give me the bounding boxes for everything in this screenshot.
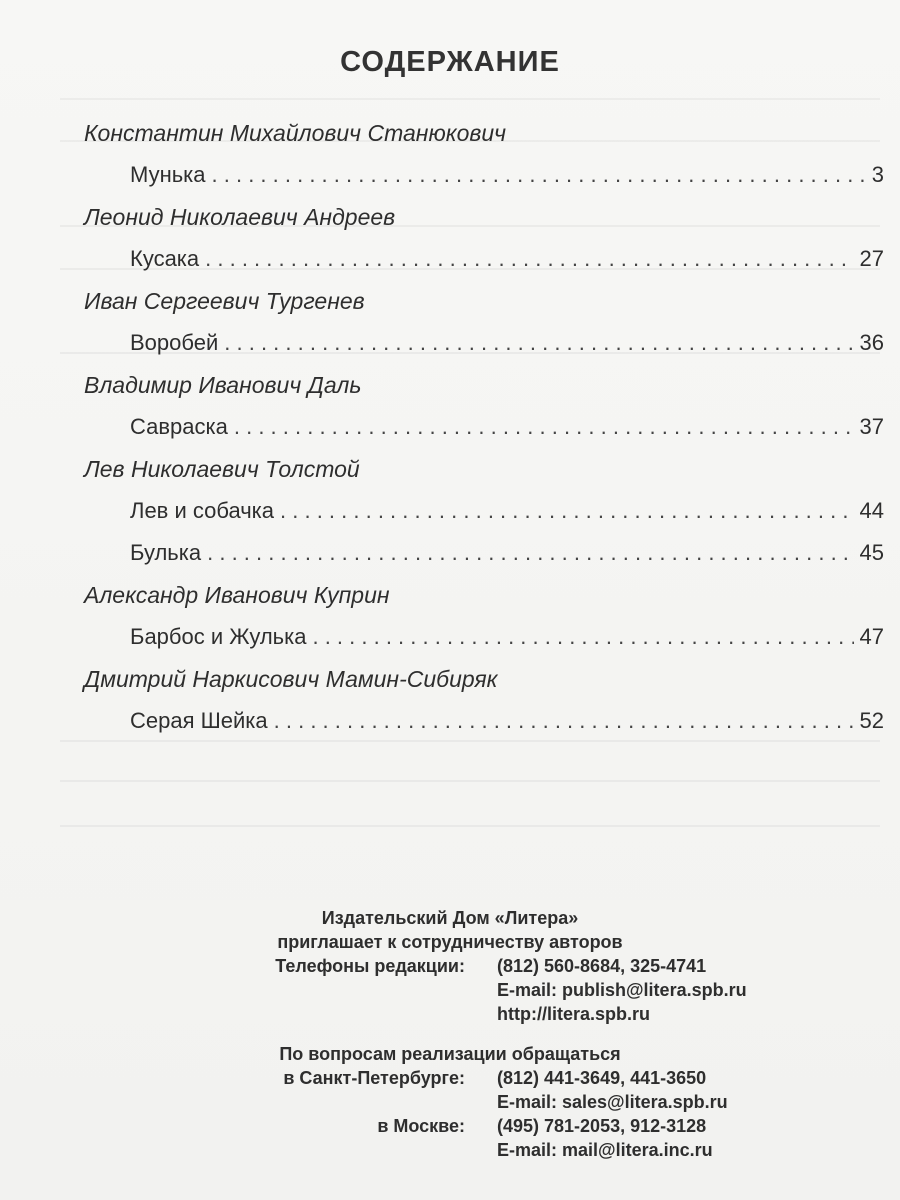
toc-author: Владимир Иванович Даль <box>84 372 362 398</box>
toc-author: Александр Иванович Куприн <box>84 582 390 608</box>
dot-leader <box>212 160 866 190</box>
toc-entry-page: 3 <box>871 162 884 187</box>
toc-entry-title: Кусака <box>130 246 200 271</box>
spb-phones: (812) 441-3649, 441-3650 <box>497 1068 707 1088</box>
website-row <box>0 1002 900 1026</box>
spb-email-row <box>0 1090 900 1114</box>
toc-entry-page: 36 <box>859 330 884 355</box>
show-through-line <box>60 825 880 827</box>
page-title: СОДЕРЖАНИЕ <box>340 46 560 78</box>
dot-leader <box>274 706 854 736</box>
toc-author: Иван Сергеевич Тургенев <box>84 288 365 314</box>
editorial-email-row <box>0 978 900 1002</box>
toc-entry <box>130 496 884 526</box>
toc-entry-page: 47 <box>859 624 884 649</box>
msk-email-row <box>0 1138 900 1162</box>
toc-entry <box>130 622 884 652</box>
toc-entry <box>130 538 884 568</box>
editorial-phones: (812) 560-8684, 325-4741 <box>497 956 707 976</box>
msk-email: E-mail: mail@litera.inc.ru <box>497 1140 713 1160</box>
toc-entry <box>130 328 884 358</box>
spb-phones-row <box>0 1066 900 1090</box>
toc-entry-page: 45 <box>859 540 884 565</box>
dot-leader <box>312 622 853 652</box>
msk-phones: (495) 781-2053, 912-3128 <box>497 1116 707 1136</box>
toc-entry-title: Савраска <box>130 414 228 439</box>
toc-entry-title: Булька <box>130 540 202 565</box>
dot-leader <box>205 244 853 274</box>
toc-entry-title: Лев и собачка <box>130 498 275 523</box>
toc-author: Дмитрий Наркисович Мамин-Сибиряк <box>84 666 498 692</box>
toc-author: Леонид Николаевич Андреев <box>84 204 396 230</box>
toc-entry-page: 37 <box>859 414 884 439</box>
spb-label: в Санкт-Петербурге: <box>283 1068 465 1088</box>
dot-leader <box>280 496 854 526</box>
editorial-email: E-mail: publish@litera.spb.ru <box>497 980 747 1000</box>
publisher-name: Издательский Дом «Литера» <box>321 908 579 928</box>
dot-leader <box>207 538 853 568</box>
toc-entry-title: Барбос и Жулька <box>130 624 307 649</box>
show-through-line <box>60 98 880 100</box>
table-of-contents <box>84 118 884 748</box>
show-through-line <box>60 780 880 782</box>
msk-label: в Москве: <box>377 1116 465 1136</box>
publisher-imprint <box>0 906 900 1162</box>
editorial-phones-row <box>0 954 900 978</box>
toc-entry <box>130 244 884 274</box>
website-link: http://litera.spb.ru <box>497 1004 650 1024</box>
msk-phones-row <box>0 1114 900 1138</box>
toc-entry <box>130 412 884 442</box>
toc-author: Константин Михайлович Станюкович <box>84 120 507 146</box>
toc-entry-title: Воробей <box>130 330 219 355</box>
toc-entry <box>130 706 884 736</box>
dot-leader <box>234 412 854 442</box>
toc-author: Лев Николаевич Толстой <box>84 456 360 482</box>
sales-heading: По вопросам реализации обращаться <box>279 1044 621 1064</box>
toc-entry-page: 44 <box>859 498 884 523</box>
spb-email: E-mail: sales@litera.spb.ru <box>497 1092 728 1112</box>
toc-entry-page: 27 <box>859 246 884 271</box>
dot-leader <box>224 328 853 358</box>
toc-entry-title: Мунька <box>130 162 206 187</box>
toc-entry-page: 52 <box>859 708 884 733</box>
toc-entry-title: Серая Шейка <box>130 708 268 733</box>
toc-entry <box>130 160 884 190</box>
publisher-invite: приглашает к сотрудничеству авторов <box>277 932 623 952</box>
editorial-label: Телефоны редакции: <box>275 956 465 976</box>
